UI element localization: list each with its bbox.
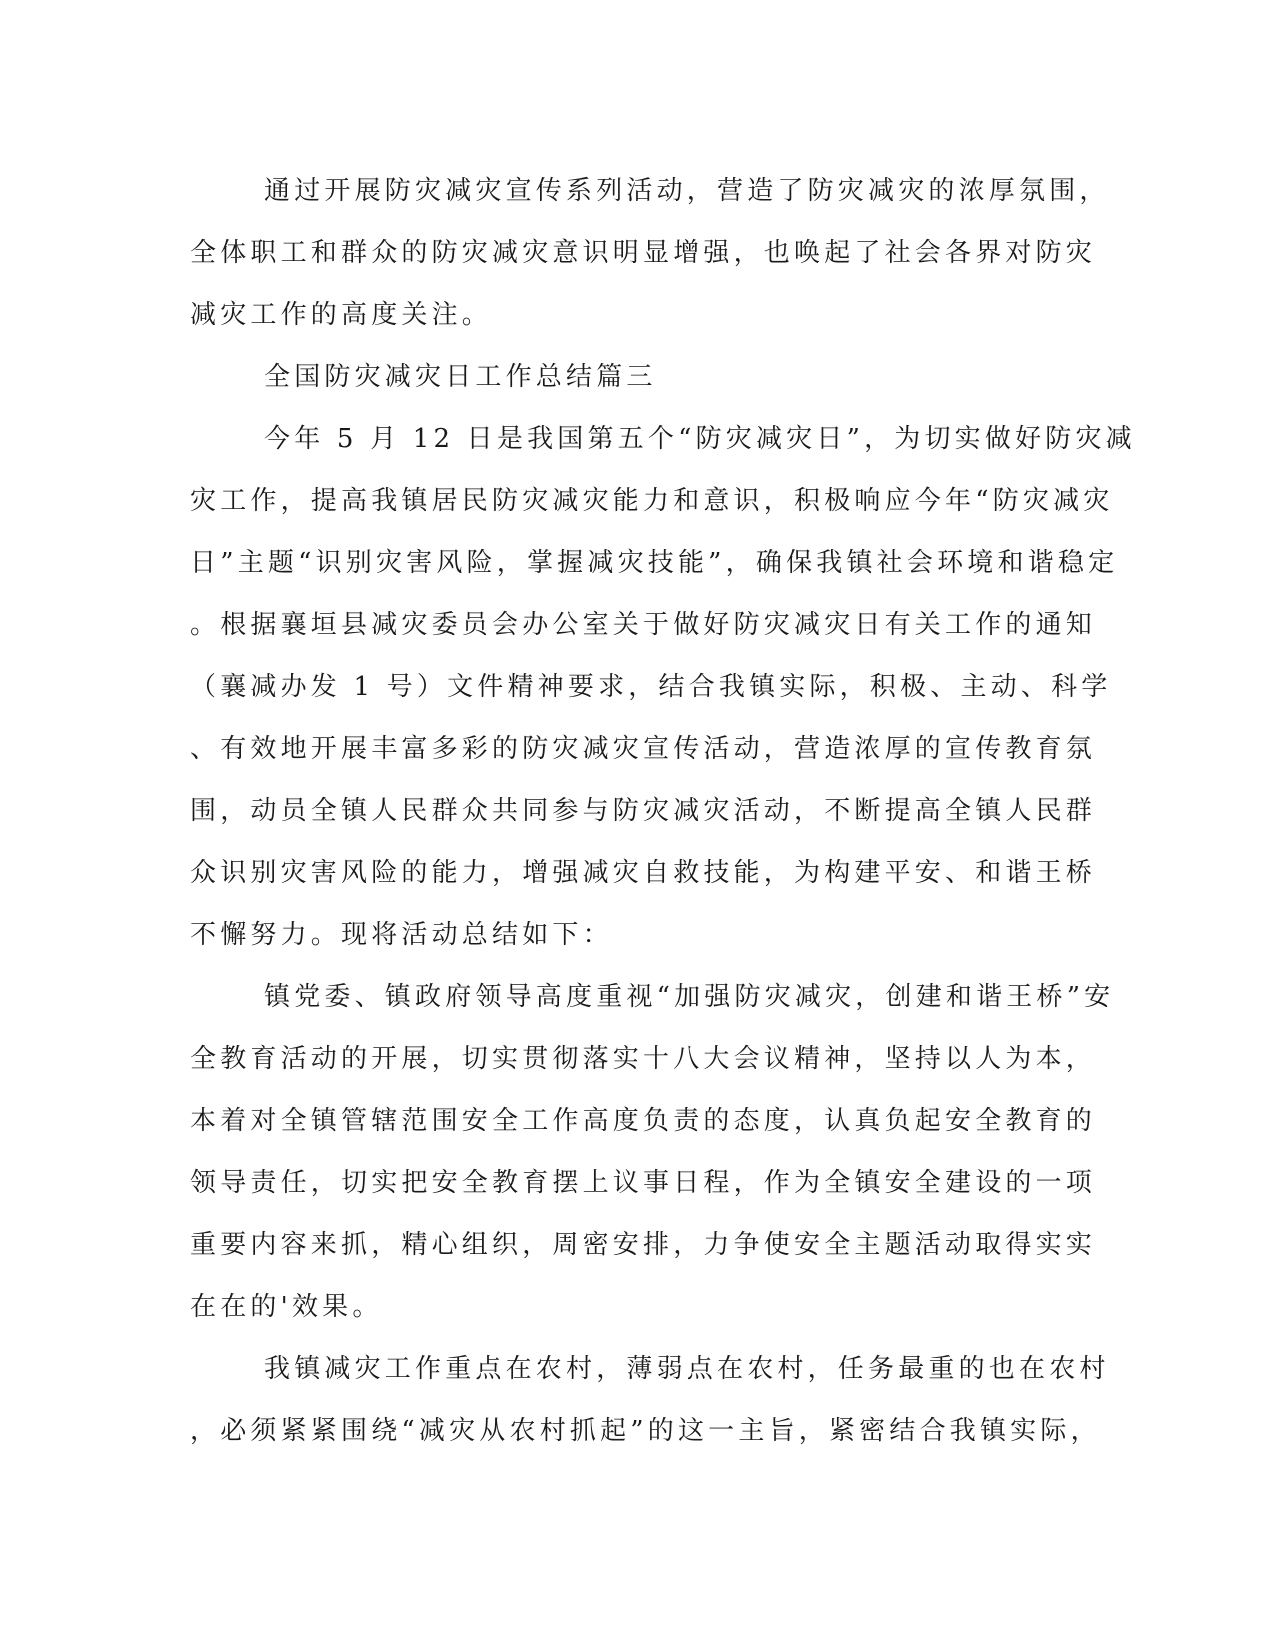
document-body <box>190 160 1136 1462</box>
paragraph-line: 镇党委、镇政府领导高度重视“加强防灾减灾，创建和谐王桥”安 <box>264 982 1115 1012</box>
paragraph-line: 不懈努力。现将活动总结如下： <box>190 920 613 950</box>
paragraph-line: 重要内容来抓，精心组织，周密安排，力争使安全主题活动取得实实 <box>190 1230 1097 1260</box>
paragraph-line: 日”主题“识别灾害风险，掌握减灾技能”，确保我镇社会环境和谐稳定 <box>190 548 1119 578</box>
paragraph-line: 全体职工和群众的防灾减灾意识明显增强，也唤起了社会各界对防灾 <box>190 238 1097 268</box>
paragraph-line: 我镇减灾工作重点在农村，薄弱点在农村，任务最重的也在农村 <box>264 1354 1110 1384</box>
section-heading: 全国防灾减灾日工作总结篇三 <box>264 362 657 392</box>
paragraph-line: 通过开展防灾减灾宣传系列活动，营造了防灾减灾的浓厚氛围， <box>264 176 1110 206</box>
paragraph-line: （襄减办发 1 号）文件精神要求，结合我镇实际，积极、主动、科学 <box>190 672 1112 702</box>
paragraph-line: 减灾工作的高度关注。 <box>190 300 493 330</box>
paragraph-line: 。根据襄垣县减灾委员会办公室关于做好防灾减灾日有关工作的通知 <box>190 610 1097 640</box>
paragraph-line: 今年 5 月 12 日是我国第五个“防灾减灾日”，为切实做好防灾减 <box>264 424 1136 454</box>
paragraph-line: 围，动员全镇人民群众共同参与防灾减灾活动，不断提高全镇人民群 <box>190 796 1097 826</box>
paragraph-line: 众识别灾害风险的能力，增强减灾自救技能，为构建平安、和谐王桥 <box>190 858 1097 888</box>
paragraph-line: 全教育活动的开展，切实贯彻落实十八大会议精神，坚持以人为本， <box>190 1044 1097 1074</box>
paragraph-line: 本着对全镇管辖范围安全工作高度负责的态度，认真负起安全教育的 <box>190 1106 1097 1136</box>
paragraph-line: ，必须紧紧围绕“减灾从农村抓起”的这一主旨，紧密结合我镇实际， <box>190 1416 1101 1446</box>
paragraph-line: 在在的'效果。 <box>190 1292 383 1322</box>
paragraph-line: 领导责任，切实把安全教育摆上议事日程，作为全镇安全建设的一项 <box>190 1168 1097 1198</box>
paragraph-line: 灾工作，提高我镇居民防灾减灾能力和意识，积极响应今年“防灾减灾 <box>190 486 1114 516</box>
paragraph-line: 、有效地开展丰富多彩的防灾减灾宣传活动，营造浓厚的宣传教育氛 <box>190 734 1097 764</box>
